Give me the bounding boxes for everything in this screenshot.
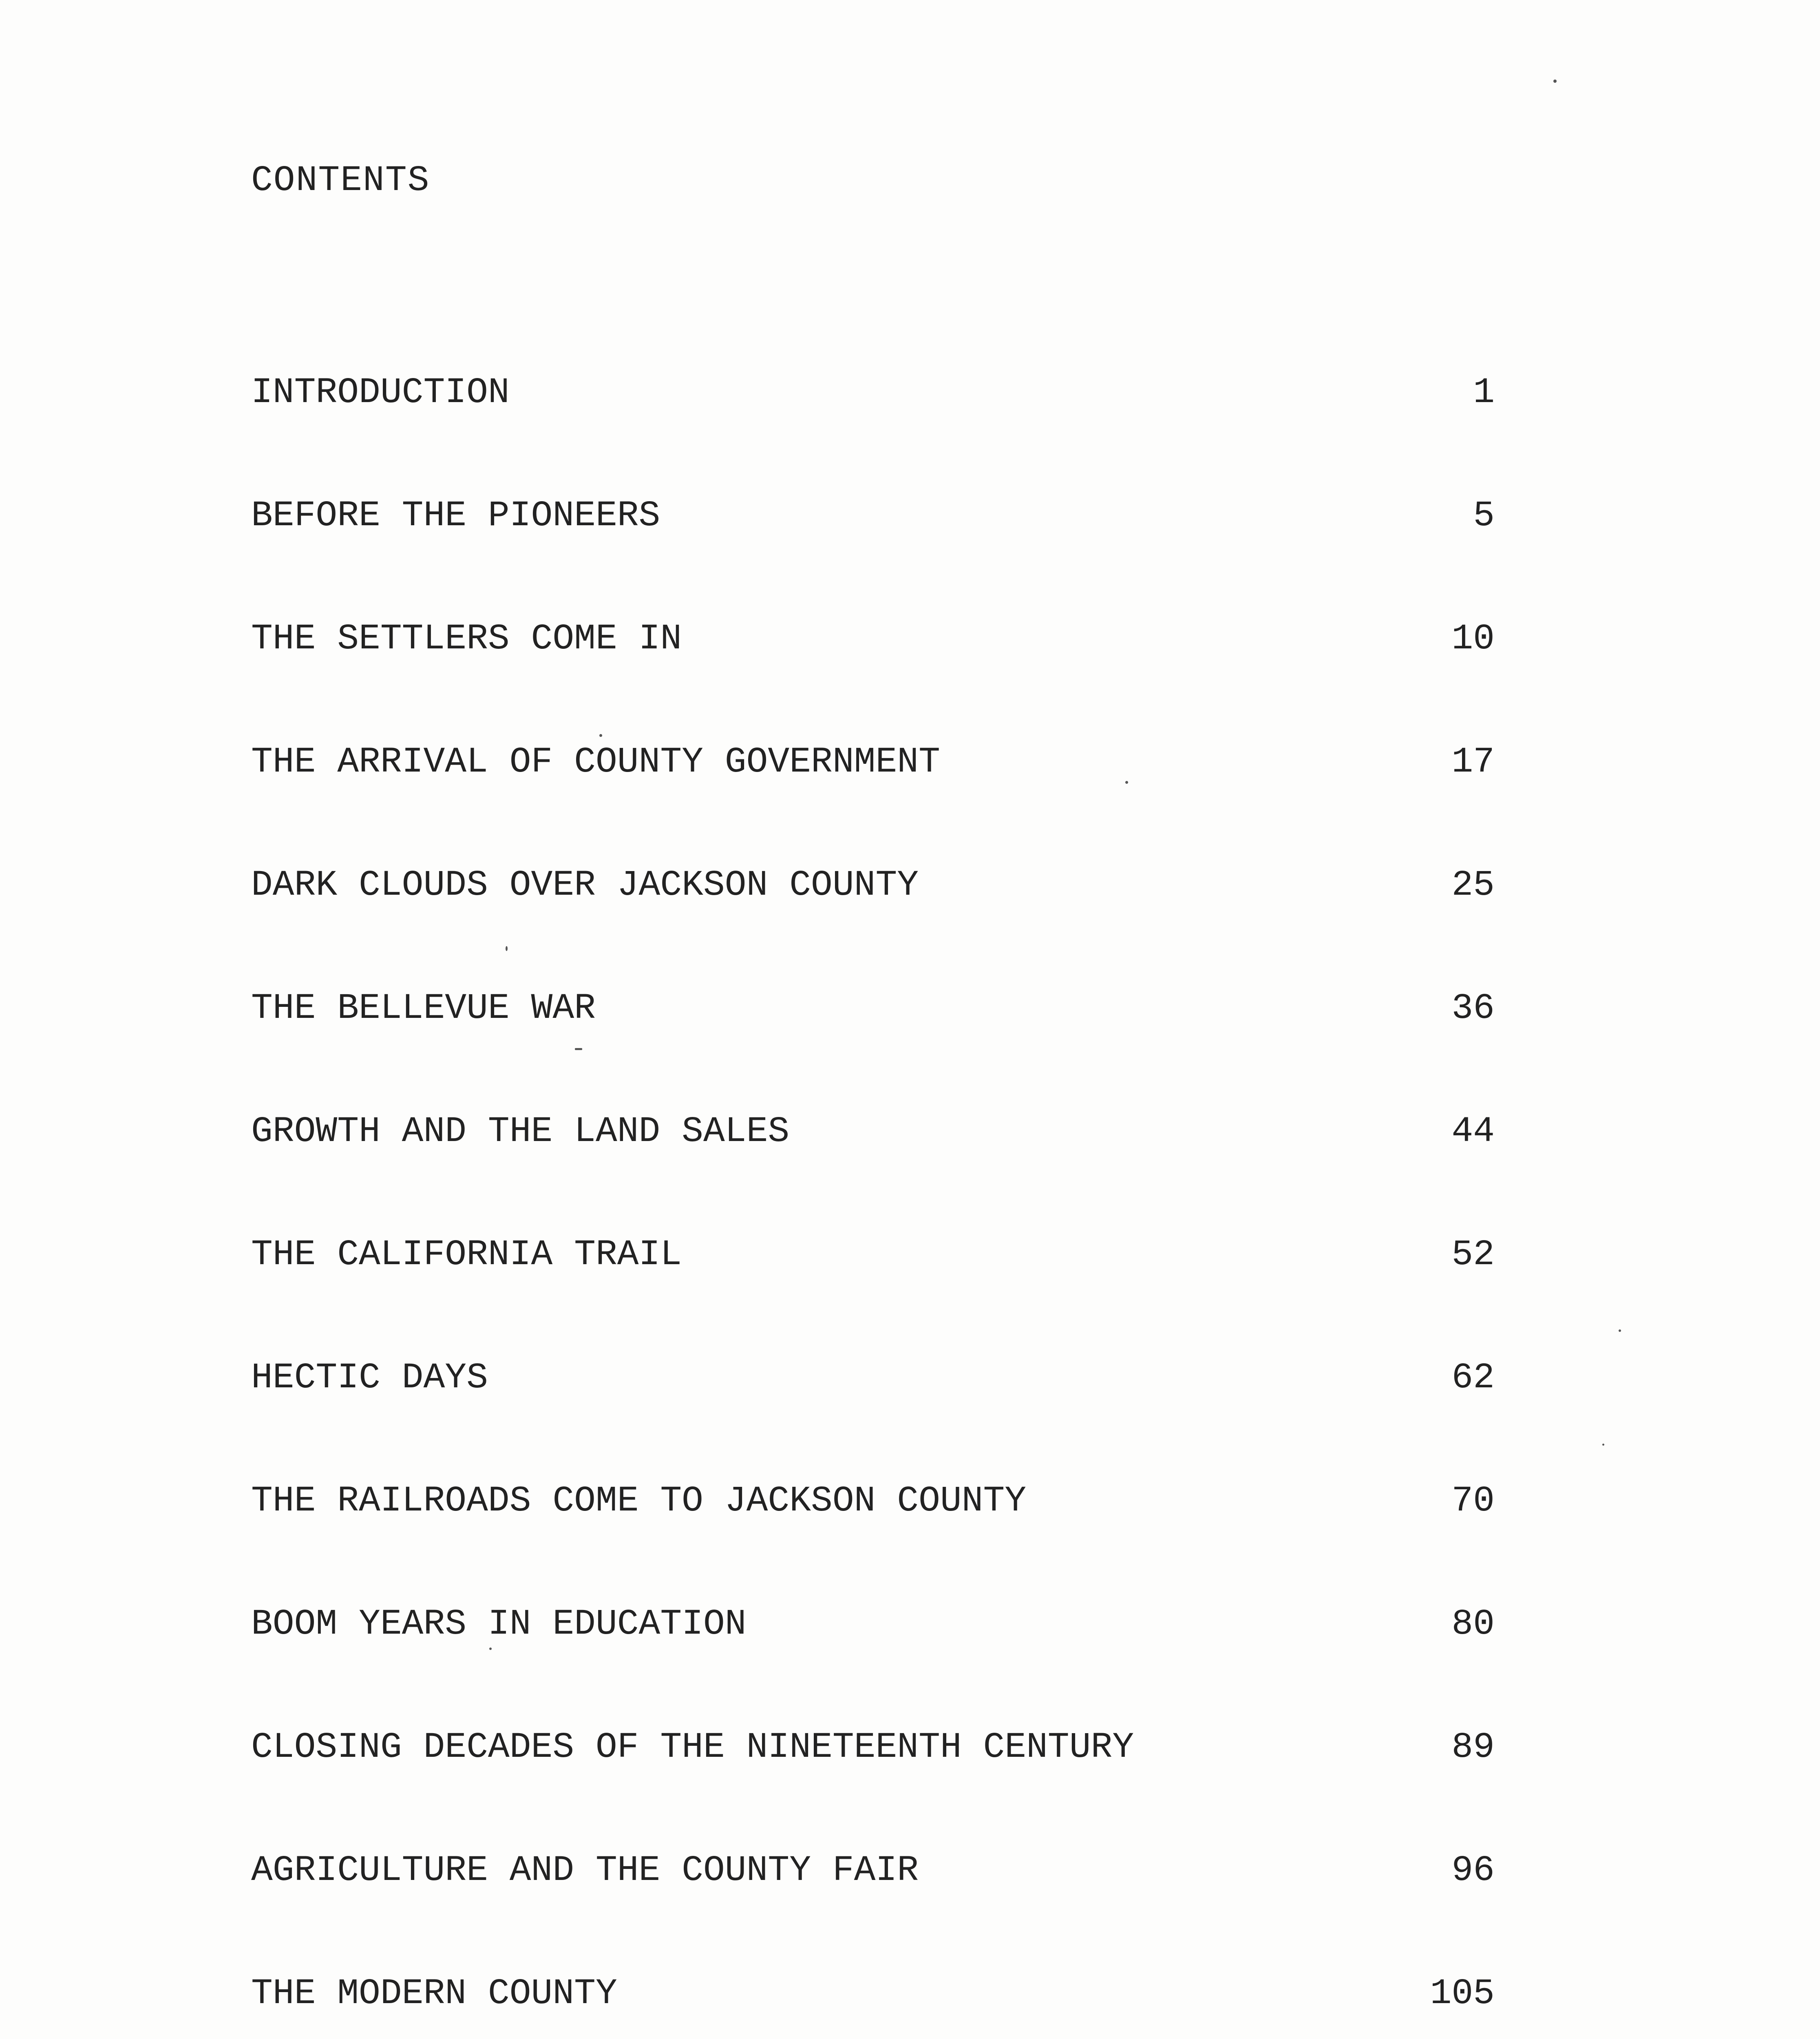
scan-speck — [1602, 1444, 1604, 1446]
toc-entry-page: 5 — [1473, 496, 1495, 536]
toc-entry-page: 25 — [1451, 865, 1495, 906]
toc-entry — [251, 1604, 1495, 1730]
scan-speck — [599, 734, 602, 737]
toc-entry — [251, 621, 1495, 745]
toc-entry — [251, 1114, 1495, 1237]
toc-entry-page: 89 — [1451, 1727, 1495, 1768]
toc-entry-title: THE RAILROADS COME TO JACKSON COUNTY — [251, 1481, 1027, 1522]
toc-entry — [251, 375, 1495, 498]
toc-entry-page: 44 — [1451, 1112, 1495, 1152]
toc-entry — [251, 498, 1495, 621]
toc-entry-title: THE CALIFORNIA TRAIL — [251, 1235, 682, 1275]
toc-entry — [251, 1237, 1495, 1360]
table-of-contents — [251, 375, 1495, 2039]
toc-entry-title: THE ARRIVAL OF COUNTY GOVERNMENT — [251, 742, 940, 783]
contents-heading: CONTENTS — [251, 161, 430, 201]
toc-entry-title: THE BELLEVUE WAR — [251, 989, 596, 1029]
toc-entry-title: CLOSING DECADES OF THE NINETEENTH CENTURY — [251, 1727, 1134, 1768]
toc-entry-page: 96 — [1451, 1851, 1495, 1891]
toc-entry-page: 62 — [1451, 1358, 1495, 1398]
toc-entry-page: 52 — [1451, 1235, 1495, 1275]
toc-entry-page: 1 — [1473, 373, 1495, 413]
toc-entry — [251, 1481, 1495, 1607]
toc-entry-page: 17 — [1451, 742, 1495, 783]
scan-speck — [1619, 1329, 1621, 1332]
toc-entry — [251, 742, 1495, 868]
toc-entry — [251, 1360, 1495, 1484]
toc-entry-title: BOOM YEARS IN EDUCATION — [251, 1604, 747, 1645]
scan-speck — [489, 1648, 492, 1650]
scan-speck — [506, 946, 508, 951]
scan-speck — [1553, 80, 1557, 83]
toc-entry-title: BEFORE THE PIONEERS — [251, 496, 660, 536]
toc-entry — [251, 991, 1495, 1114]
toc-entry-title: DARK CLOUDS OVER JACKSON COUNTY — [251, 865, 919, 906]
toc-entry-title: THE SETTLERS COME IN — [251, 619, 682, 659]
toc-entry-page: 70 — [1451, 1481, 1495, 1522]
toc-entry-title: GROWTH AND THE LAND SALES — [251, 1112, 790, 1152]
toc-entry-title: INTRODUCTION — [251, 373, 510, 413]
toc-entry-page: 36 — [1451, 989, 1495, 1029]
toc-entry — [251, 1976, 1495, 2039]
toc-entry-title: THE MODERN COUNTY — [251, 1974, 617, 2014]
toc-entry — [251, 865, 1495, 991]
toc-entry — [251, 1727, 1495, 1853]
toc-entry-page: 10 — [1451, 619, 1495, 659]
scan-speck — [575, 1048, 582, 1050]
toc-entry-title: AGRICULTURE AND THE COUNTY FAIR — [251, 1851, 919, 1891]
toc-entry-title: HECTIC DAYS — [251, 1358, 488, 1398]
toc-entry — [251, 1853, 1495, 1976]
toc-entry-page: 105 — [1430, 1974, 1495, 2014]
toc-entry-page: 80 — [1451, 1604, 1495, 1645]
scan-speck — [1125, 781, 1128, 784]
